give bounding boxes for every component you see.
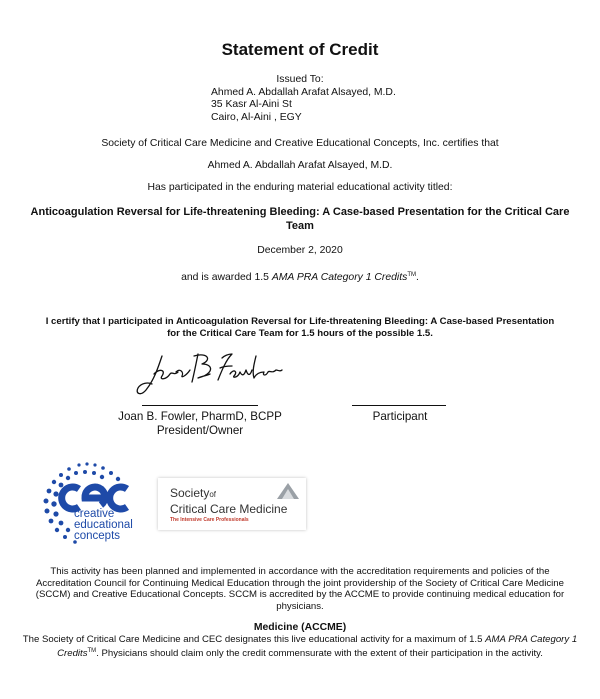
signer-signature-line	[142, 405, 258, 406]
signer-name: Joan B. Fowler, PharmD, BCPP	[118, 410, 282, 423]
award-credit-name: AMA PRA Category 1 Credits	[271, 272, 408, 283]
sccm-line-2: Critical Care Medicine	[170, 502, 288, 516]
activity-date: December 2, 2020	[257, 245, 343, 256]
sccm-logo-name	[170, 486, 287, 516]
award-suffix: .	[416, 272, 419, 283]
medicine-text-part1: The Society of Critical Care Medicine and CEC designates this live educational activity for a maximum of 1.5	[22, 634, 486, 645]
recipient-name-repeat: Ahmed A. Abdallah Arafat Alsayed, M.D.	[207, 160, 393, 171]
award-prefix: and is awarded 1.5	[181, 272, 272, 283]
signer-block	[112, 410, 288, 438]
recipient-address	[211, 87, 396, 124]
medicine-heading: Medicine (ACCME)	[253, 622, 347, 633]
sccm-tagline: The Intensive Care Professionals	[170, 517, 249, 523]
medicine-credit-name: AMA PRA Category 1 Credits	[57, 634, 578, 659]
participant-block	[342, 410, 458, 424]
issued-to-label: Issued To:	[276, 74, 324, 85]
cec-line-2: educational	[74, 519, 133, 531]
recipient-street: 35 Kasr Al-Aini St	[211, 99, 292, 111]
page-title: Statement of Credit	[221, 40, 379, 59]
recipient-city: Cairo, Al-Aini , EGY	[211, 111, 302, 123]
sccm-of: of	[209, 490, 217, 499]
cec-line-1: creative	[74, 508, 115, 520]
participant-signature-line	[352, 405, 446, 406]
recipient-name: Ahmed A. Abdallah Arafat Alsayed, M.D.	[211, 87, 396, 98]
sccm-logo	[158, 478, 306, 530]
certifies-text: Society of Critical Care Medicine and Creative Educational Concepts, Inc. certifies that	[101, 138, 499, 149]
accreditation-text: This activity has been planned and implemented in accordance with the accreditation requirements and policies of the Accreditation Council for Continuing Medical Education through the joint providership of the Society of Critical Care Medicine (SCCM) and Creative Educational Concepts. SCCM is accredited by the ACCME to provide continuing medical education for physicians.	[35, 566, 565, 612]
participant-label: Participant	[372, 410, 428, 423]
signature-image	[132, 350, 292, 400]
sccm-society: Society	[170, 486, 210, 500]
award-tm: TM	[407, 272, 416, 278]
medicine-text	[0, 634, 600, 659]
cec-line-3: concepts	[74, 530, 121, 542]
certify-statement: I certify that I participated in Anticoagulation Reversal for Life-threatening Bleeding: A Case-based Presentation for the Critical Care Team for 1.5 hours of the possible 1.5.	[45, 316, 555, 339]
participated-text: Has participated in the enduring material educational activity titled:	[147, 182, 453, 193]
sccm-triangle-icon	[276, 482, 300, 500]
medicine-tm: TM	[87, 647, 97, 654]
activity-title: Anticoagulation Reversal for Life-threatening Bleeding: A Case-based Presentation for the Critical Care Team	[30, 206, 570, 232]
award-line	[0, 269, 600, 284]
medicine-text-part2: . Physicians should claim only the credit commensurate with the extent of their participation in the activity.	[96, 647, 543, 659]
signer-role: President/Owner	[156, 424, 244, 437]
cec-logo-text	[74, 509, 133, 542]
